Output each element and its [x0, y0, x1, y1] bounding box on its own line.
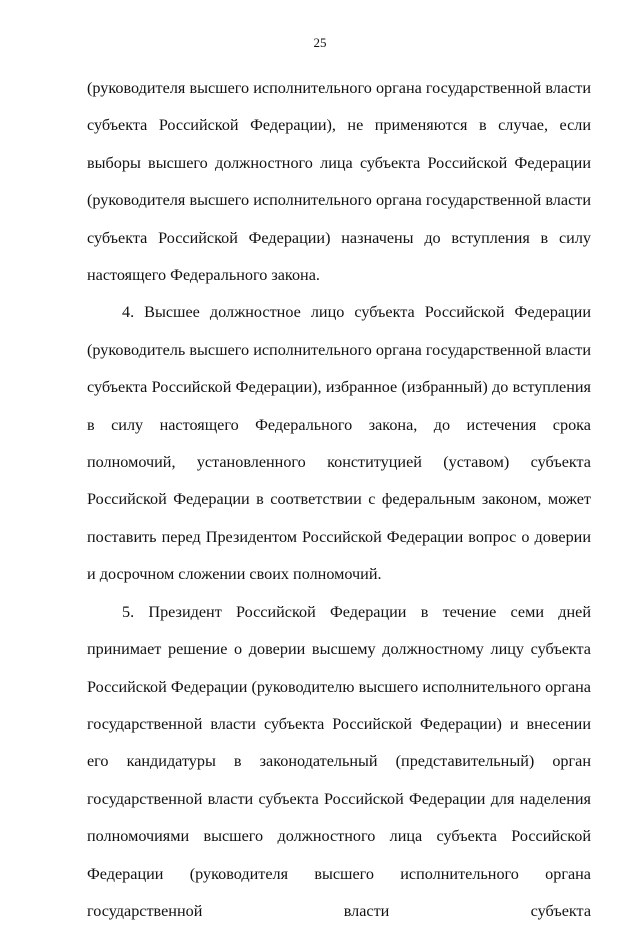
- document-body: [87, 70, 591, 930]
- paragraph-item-4: 4. Высшее должностное лицо субъекта Российской Федерации (руководитель высшего исполнительного органа государственной власти субъекта Российской Федерации), избранное (избранный) до вступления в силу настоящего Федерального закона, до истечения срока полномочий, установленного конституцией (уставом) субъекта Российской Федерации в соответствии с федеральным законом, может поставить перед Президентом Российской Федерации вопрос о доверии и досрочном сложении своих полномочий.: [87, 303, 591, 584]
- page-number: 25: [313, 35, 327, 50]
- paragraph-item-5: 5. Президент Российской Федерации в течение семи дней принимает решение о доверии высшему должностному лицу субъекта Российской Федерации (руководителю высшего исполнительного органа государственной власти субъекта Российской Федерации) и внесении его кандидатуры в законодательный (представительный) орган государственной власти субъекта Российской Федерации для наделения полномочиями высшего должностного лица субъекта Российской Федерации (руководителя высшего исполнительного органа государственной власти субъекта: [87, 602, 591, 920]
- paragraph-continued: (руководителя высшего исполнительного органа государственной власти субъекта Российской Федерации), не применяются в случае, если выборы высшего должностного лица субъекта Российской Федерации (руководителя высшего исполнительного органа государственной власти субъекта Российской Федерации) назначены до вступления в силу настоящего Федерального закона.: [87, 79, 591, 285]
